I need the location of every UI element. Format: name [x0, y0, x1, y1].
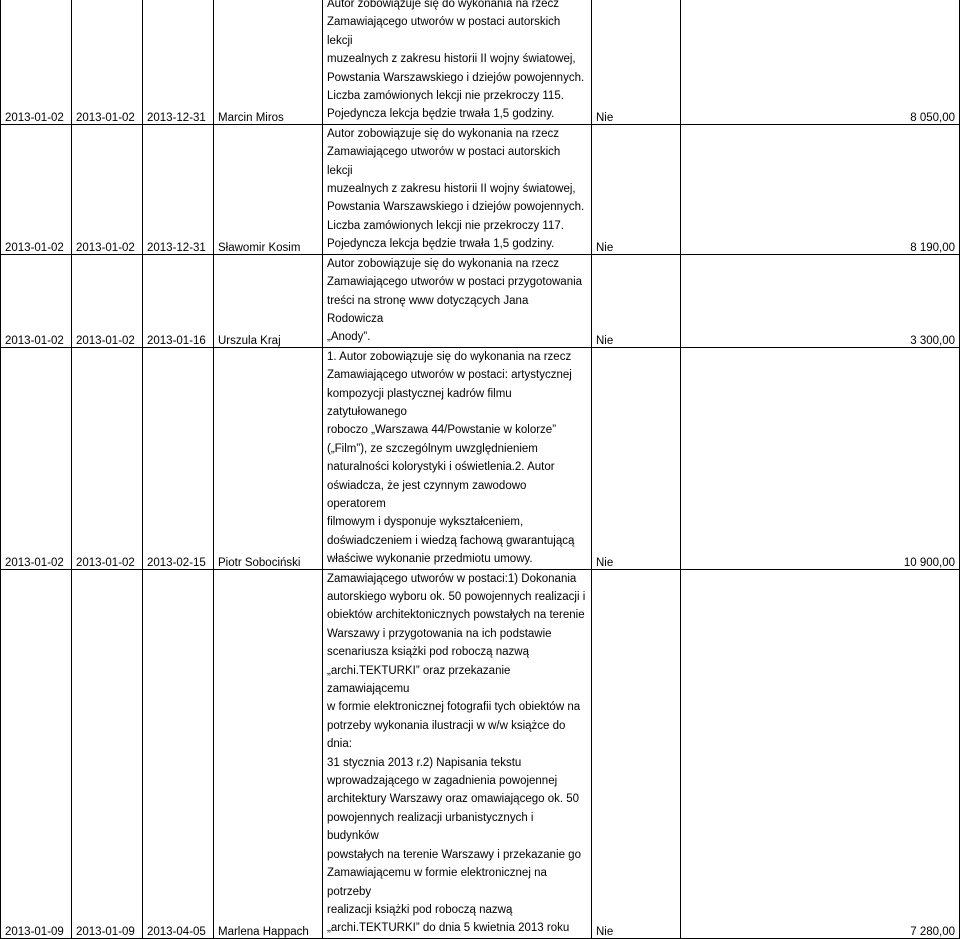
contractor-name-cell: Sławomir Kosim — [214, 124, 323, 254]
table-row — [1, 124, 960, 254]
sign-date-cell: 2013-01-02 — [72, 347, 143, 569]
table-row — [1, 569, 960, 938]
amount-cell: 3 300,00 — [681, 254, 960, 347]
description-text: Autor zobowiązuje się do wykonania na rzecz Zamawiającego utworów w postaci autorskich lekcji muzealnych z zakresu historii II wojny światowej, Powstania Warszawskiego i dziejów powojennych. Liczba zamówionych lekcji nie przekroczy 117. Pojedyncza lekcja będzie trwała 1,5 godziny. — [327, 127, 585, 251]
flag-cell: Nie — [592, 124, 681, 254]
start-date-cell: 2013-01-02 — [1, 0, 72, 124]
amount-cell: 10 900,00 — [681, 347, 960, 569]
sign-date-cell: 2013-01-02 — [72, 124, 143, 254]
table-row — [1, 0, 960, 124]
amount-cell: 7 280,00 — [681, 569, 960, 938]
sign-date-cell: 2013-01-02 — [72, 0, 143, 124]
start-date-cell: 2013-01-02 — [1, 347, 72, 569]
amount-cell: 8 190,00 — [681, 124, 960, 254]
amount-cell: 8 050,00 — [681, 0, 960, 124]
end-date-cell: 2013-01-16 — [143, 254, 214, 347]
flag-cell: Nie — [592, 569, 681, 938]
end-date-cell: 2013-04-05 — [143, 569, 214, 938]
description-cell — [323, 569, 592, 938]
contractor-name-cell: Marcin Miros — [214, 0, 323, 124]
end-date-cell: 2013-12-31 — [143, 0, 214, 124]
description-cell — [323, 0, 592, 124]
end-date-cell: 2013-12-31 — [143, 124, 214, 254]
end-date-cell: 2013-02-15 — [143, 347, 214, 569]
table-row — [1, 254, 960, 347]
table-row — [1, 347, 960, 569]
flag-cell: Nie — [592, 254, 681, 347]
start-date-cell: 2013-01-09 — [1, 569, 72, 938]
description-cell — [323, 124, 592, 254]
description-text: 1. Autor zobowiązuje się do wykonania na rzecz Zamawiającego utworów w postaci: artystycznej kompozycji plastycznej kadrów filmu zatytułowanego roboczo „Warszawa 44/Powstanie w kolorze” („Film”), ze szczególnym uwzględnieniem naturalności kolorystyki i oświetlenia.2. Autor oświadcza, że jest czynnym zawodowo operatorem filmowym i dysponuje wykształceniem, doświadczeniem i wiedzą fachową gwarantującą właściwe wykonanie przedmiotu umowy. — [327, 350, 575, 566]
flag-cell: Nie — [592, 347, 681, 569]
start-date-cell: 2013-01-02 — [1, 124, 72, 254]
description-text: Autor zobowiązuje się do wykonania na rzecz Zamawiającego utworów w postaci autorskich lekcji muzealnych z zakresu historii II wojny światowej, Powstania Warszawskiego i dziejów powojennych. Liczba zamówionych lekcji nie przekroczy 115. Pojedyncza lekcja będzie trwała 1,5 godziny. — [327, 0, 585, 121]
contractor-name-cell: Piotr Sobociński — [214, 347, 323, 569]
sign-date-cell: 2013-01-02 — [72, 254, 143, 347]
start-date-cell: 2013-01-02 — [1, 254, 72, 347]
description-text: Autor zobowiązuje się do wykonania na rzecz Zamawiającego utworów w postaci przygotowania treści na stronę www dotyczących Jana Rodowicza „Anody”. — [327, 257, 583, 344]
contractor-name-cell: Marlena Happach — [214, 569, 323, 938]
description-cell — [323, 254, 592, 347]
description-text: Zamawiającego utworów w postaci:1) Dokonania autorskiego wyboru ok. 50 powojennych realizacji i obiektów architektonicznych powstałych na terenie Warszawy i przygotowania na ich podstawie scenariusza książki pod roboczą nazwą „archi.TEKTURKI” oraz przekazanie zamawiającemu w formie elektronicznej fotografii tych obiektów na potrzeby wykonania ilustracji w w/w książce do dnia: 31 stycznia 2013 r.2) Napisania tekstu wprowadzającego w zagadnienia powojennej architektury Warszawy oraz omawiającego ok. 50 powojennych realizacji urbanistycznych i budynków powstałych na terenie Warszawy i przekazanie go Zamawiającemu w formie elektronicznej na potrzeby realizacji książki pod roboczą nazwą „archi.TEKTURKI” do dnia 5 kwietnia 2013 roku — [327, 572, 586, 935]
description-cell — [323, 347, 592, 569]
sign-date-cell: 2013-01-09 — [72, 569, 143, 938]
flag-cell: Nie — [592, 0, 681, 124]
contractor-name-cell: Urszula Kraj — [214, 254, 323, 347]
